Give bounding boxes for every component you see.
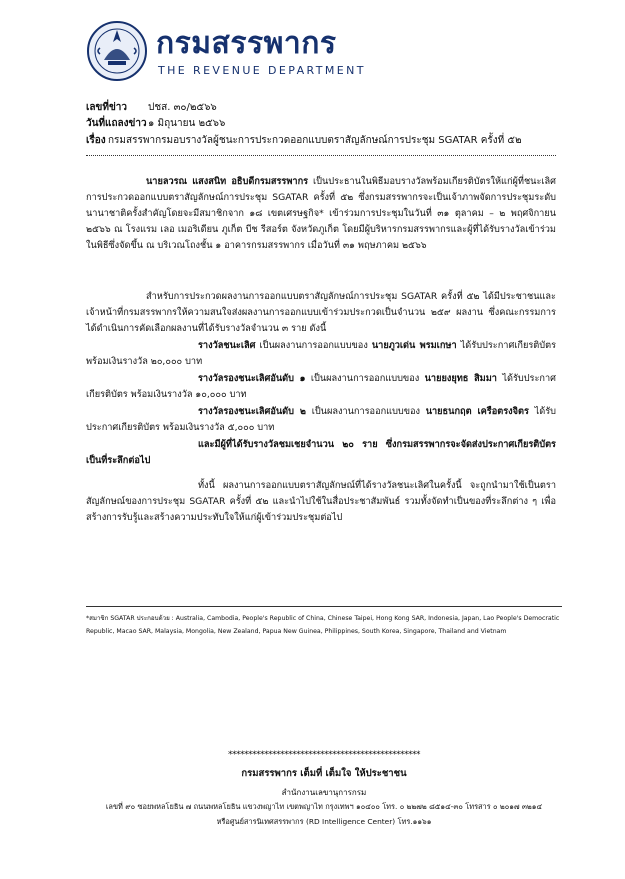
subject-label: เรื่อง [86,135,106,146]
award-first-prize: รางวัลชนะเลิศ เป็นผลงานการออกแบบของ นายภูวเด่น พรมเกษา ได้รับประกาศเกียรติบัตร พร้อมเงินรางวัล ๒๐,๐๐๐ บาท [86,340,556,367]
revenue-department-seal-icon [86,20,148,82]
runner-up-1-name: นายยงยุทธ สิมมา [424,373,497,384]
footnote: *สมาชิก SGATAR ประกอบด้วย : Australia, Cambodia, People's Republic of China, Chinese Taipei, Hong Kong SAR, Indonesia, Japan, Lao People's Democratic Republic, Macao SAR, Malaysia, Mongolia, New Zealand, Papua New Guinea, Philippines, South Korea, Singapore, Thailand and Vietnam [86,615,560,635]
footnote-divider [86,606,562,607]
footer-contact: หรือศูนย์สารนิเทศสรรพากร (RD Intelligence Center) โทร.๑๑๖๑ [216,817,432,826]
news-number-value: ปชส. ๓๐/๒๕๖๖ [148,102,217,113]
footer-office: สำนักงานเลขานุการกรม [281,788,367,797]
date-row [86,117,225,131]
paragraph-consolation: และมีผู้ที่ได้รับรางวัลชมเชยจำนวน ๒๐ ราย ซึ่งกรมสรรพากรจะจัดส่งประกาศเกียรติบัตรเป็นที่ระลึกต่อไป [86,439,556,466]
subject-row [86,134,522,148]
logo-text-english: THE REVENUE DEPARTMENT [158,64,366,77]
award-runner-up-1: รางวัลรองชนะเลิศอันดับ ๑ เป็นผลงานการออกแบบของ นายยงยุทธ สิมมา ได้รับประกาศเกียรติบัตร พร้อมเงินรางวัล ๑๐,๐๐๐ บาท [86,373,556,400]
news-number-label: เลขที่ข่าว [86,102,128,113]
revenue-department-logo [86,20,386,84]
news-number-row [86,101,217,115]
date-label: วันที่แถลงข่าว [86,118,147,129]
footer-stars: ************************************************ [228,750,420,760]
director-general-name: นายลวรณ แสงสนิท อธิบดีกรมสรรพากร [146,176,309,187]
date-value: ๑ มิถุนายน ๒๕๖๖ [148,118,226,129]
paragraph-contest: สำหรับการประกวดผลงานการออกแบบตราสัญลักษณ์การประชุม SGATAR ครั้งที่ ๕๒ ได้มีประชาชนและเจ้าหน้าที่กรมสรรพากรให้ความสนใจส่งผลงานการออกแบบเข้าร่วมประกวดเป็นจำนวน ๒๕๙ ผลงาน ซึ่งคณะกรรมการได้ดำเนินการคัดเลือกผลงานที่ได้รับรางวัลจำนวน ๓ ราย ดังนี้ [86,291,556,334]
paragraph-closing: ทั้งนี้ ผลงานการออกแบบตราสัญลักษณ์ที่ได้รางวัลชนะเลิศในครั้งนี้ จะถูกนำมาใช้เป็นตราสัญลักษณ์ของการประชุม SGATAR ครั้งที่ ๕๒ และนำไปใช้ในสื่อประชาสัมพันธ์ รวมทั้งจัดทำเป็นของที่ระลึกต่าง ๆ เพื่อสร้างการรับรู้และสร้างความประทับใจให้แก่ผู้เข้าร่วมประชุมต่อไป [86,480,556,523]
header-divider [86,155,556,156]
paragraph-intro: นายลวรณ แสงสนิท อธิบดีกรมสรรพากร เป็นประธานในพิธีมอบรางวัลพร้อมเกียรติบัตรให้แก่ผู้ที่ชนะเลิศการประกวดออกแบบตราสัญลักษณ์การประชุม SGATAR ครั้งที่ ๕๒ ซึ่งกรมสรรพากรจะเป็นเจ้าภาพจัดการประชุมระดับนานาชาติครั้งสำคัญโดยจะมีสมาชิกจาก ๑๘ เขตเศรษฐกิจ* เข้าร่วมการประชุมในวันที่ ๓๑ ตุลาคม – ๒ พฤศจิกายน ๒๕๖๖ ณ โรงแรม เลอ เมอริเดียน ภูเก็ต บีช รีสอร์ต จังหวัดภูเก็ต โดยมีผู้บริหารกรมสรรพากรและผู้ที่ได้รับรางวัลเข้าร่วมในพิธีซึ่งจัดขึ้น ณ บริเวณโถงชั้น ๑ อาคารกรมสรรพากร เมื่อวันที่ ๓๑ พฤษภาคม ๒๕๖๖ [86,176,556,251]
runner-up-2-name: นายธนกฤต เครือตรงจิตร [425,406,529,417]
footer-address: เลขที่ ๙๐ ซอยพหลโยธิน ๗ ถนนพหลโยธิน แขวงพญาไท เขตพญาไท กรุงเทพฯ ๑๐๔๐๐ โทร. ๐ ๒๒๗๒ ๘๕๑๔-๓๐ โทรสาร ๐ ๒๐๑๗ ๓๒๑๔ [105,802,543,811]
footer-slogan: กรมสรรพากร เต็มที่ เต็มใจ ให้ประชาชน [241,768,407,779]
logo-text-thai: กรมสรรพากร [156,26,337,61]
subject-value: กรมสรรพากรมอบรางวัลผู้ชนะการประกวดออกแบบตราสัญลักษณ์การประชุม SGATAR ครั้งที่ ๕๒ [108,135,522,146]
award-runner-up-2: รางวัลรองชนะเลิศอันดับ ๒ เป็นผลงานการออกแบบของ นายธนกฤต เครือตรงจิตร ได้รับประกาศเกียรติบัตร พร้อมเงินรางวัล ๕,๐๐๐ บาท [86,406,556,433]
winner-name: นายภูวเด่น พรมเกษา [371,340,457,351]
